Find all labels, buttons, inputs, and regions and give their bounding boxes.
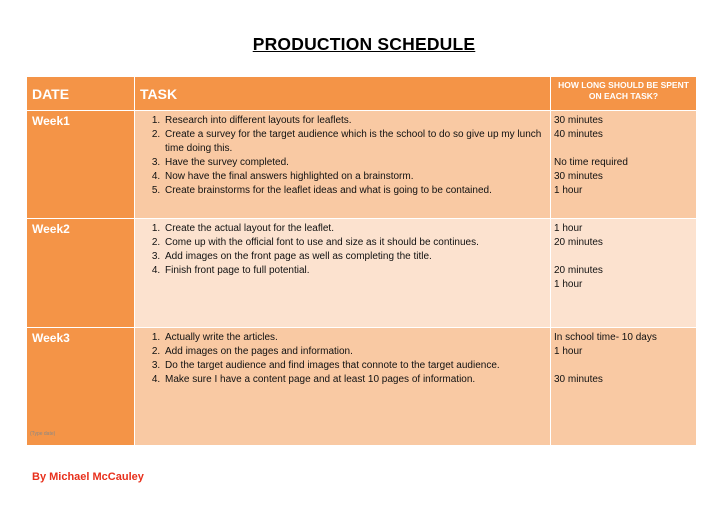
time-spacer	[554, 250, 696, 264]
page-title: PRODUCTION SCHEDULE	[252, 34, 476, 54]
time-value: 40 minutes	[554, 129, 603, 140]
task-item: 3. Add images on the front page as well as completing the title.	[163, 250, 546, 264]
time-value: 1 hour	[554, 279, 583, 290]
date-placeholder: (Type date)	[30, 431, 56, 437]
task-item: 4. Now have the final answers highlighted on a brainstorm.	[163, 170, 546, 184]
time-cell	[551, 328, 697, 446]
task-list	[135, 219, 550, 278]
time-cell	[551, 111, 697, 219]
task-list	[135, 111, 550, 198]
task-item: 3. Have the survey completed.	[163, 156, 546, 170]
header-task: TASK	[135, 77, 551, 111]
time-value: 1 hour	[554, 223, 583, 234]
task-item: 3. Do the target audience and find images that connote to the target audience.	[163, 359, 546, 373]
task-item: 1. Actually write the articles.	[163, 331, 546, 345]
time-cell	[551, 219, 697, 328]
task-item: 4. Make sure I have a content page and at least 10 pages of information.	[163, 373, 546, 387]
task-item: 2. Create a survey for the target audience which is the school to do so give up my lunch time doing this.	[163, 128, 546, 156]
week-label: Week3	[27, 328, 135, 446]
table-row-week1	[27, 111, 697, 219]
task-item: 4. Finish front page to full potential.	[163, 264, 546, 278]
table-header-row	[27, 77, 697, 111]
task-item: 2. Add images on the pages and information.	[163, 345, 546, 359]
task-item: 5. Create brainstorms for the leaflet ideas and what is going to be contained.	[163, 184, 546, 198]
time-value: No time required	[554, 157, 628, 168]
task-item: 2. Come up with the official font to use and size as it should be continues.	[163, 236, 546, 250]
table-row-week2	[27, 219, 697, 328]
task-item: 1. Create the actual layout for the leaflet.	[163, 222, 546, 236]
time-spacer	[554, 359, 696, 373]
time-value: 1 hour	[554, 346, 583, 357]
header-time-spent: HOW LONG SHOULD BE SPENT ON EACH TASK?	[551, 77, 697, 111]
task-list-cell	[135, 111, 551, 219]
production-schedule-table	[26, 76, 697, 446]
time-value: 20 minutes	[554, 265, 603, 276]
author-credit: By Michael McCauley	[32, 471, 144, 483]
time-value: 30 minutes	[554, 115, 603, 126]
week-label: Week2	[27, 219, 135, 328]
table-row-week3	[27, 328, 697, 446]
task-item: 1. Research into different layouts for leaflets.	[163, 114, 546, 128]
time-value: 30 minutes	[554, 374, 603, 385]
time-value: 1 hour	[554, 185, 583, 196]
week-label: Week1	[27, 111, 135, 219]
time-value: 30 minutes	[554, 171, 603, 182]
header-date: DATE	[27, 77, 135, 111]
time-spacer	[554, 142, 696, 156]
task-list-cell	[135, 219, 551, 328]
time-value: 20 minutes	[554, 237, 603, 248]
task-list	[135, 328, 550, 387]
task-list-cell	[135, 328, 551, 446]
time-value: In school time- 10 days	[554, 332, 657, 343]
